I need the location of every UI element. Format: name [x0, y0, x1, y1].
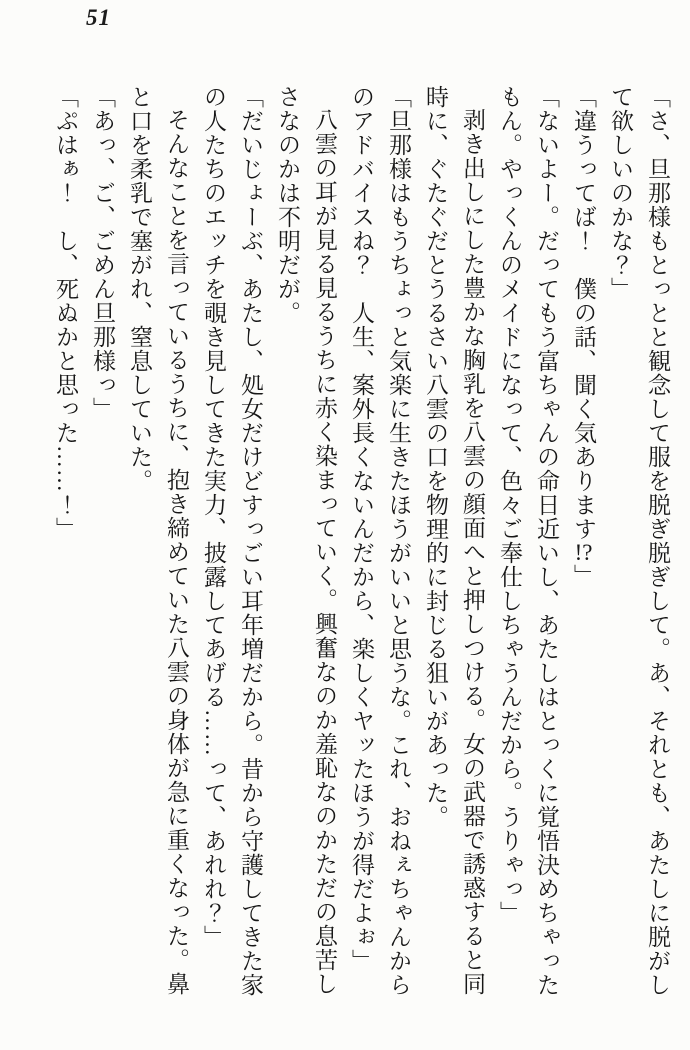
novel-text-block: [44, 85, 676, 998]
paragraph-narration-3: そんなことを言っているうちに、抱き締めていた八雲の身体が急に重くなった。鼻と口を柔乳で塞がれ、窒息していた。: [127, 85, 189, 996]
paragraph-dialogue-1: 「さ、旦那様もとっとと観念して服を脱ぎ脱ぎして。あ、それとも、あたしに脱がして欲しいのかな？」: [608, 85, 670, 997]
paragraph-dialogue-4: 「旦那様はもうちょっと気楽に生きたほうがいいと思うな。これ、おねぇちゃんからのアドバイスね？ 人生、案外長くないんだから、楽しくヤッたほうが得だよぉ」: [349, 85, 411, 997]
paragraph-narration-1: 剥き出しにした豊かな胸乳を八雲の顔面へと押しつける。女の武器で誘惑すると同時に、ぐたぐだとうるさい八雲の口を物理的に封じる狙いがあった。: [423, 85, 485, 996]
paragraph-dialogue-3: 「ないよー。だってもう富ちゃんの命日近いし、あたしはとっくに覚悟決めちゃったもん。やっくんのメイドになって、色々ご奉仕しちゃうんだから。うりゃっ」: [497, 85, 559, 997]
paragraph-narration-2: 八雲の耳が見る見るうちに赤く染まっていく。興奮なのか羞恥なのかただの息苦しさなのかは不明だが。: [275, 85, 337, 996]
page-number: 51: [86, 5, 111, 30]
paragraph-dialogue-5: 「だいじょーぶ、あたし、処女だけどすっごい耳年増だから。昔から守護してきた家の人たちのエッチを覗き見してきた実力、披露してあげる……って、あれれ？」: [201, 85, 263, 997]
paragraph-dialogue-6: 「あっ、ご、ごめん旦那様っ」: [90, 85, 115, 421]
paragraph-dialogue-2: 「違うってば！ 僕の話、聞く気あります!?」: [571, 85, 596, 588]
paragraph-dialogue-7: 「ぷはぁ！ し、死ぬかと思った……！」: [53, 85, 78, 541]
